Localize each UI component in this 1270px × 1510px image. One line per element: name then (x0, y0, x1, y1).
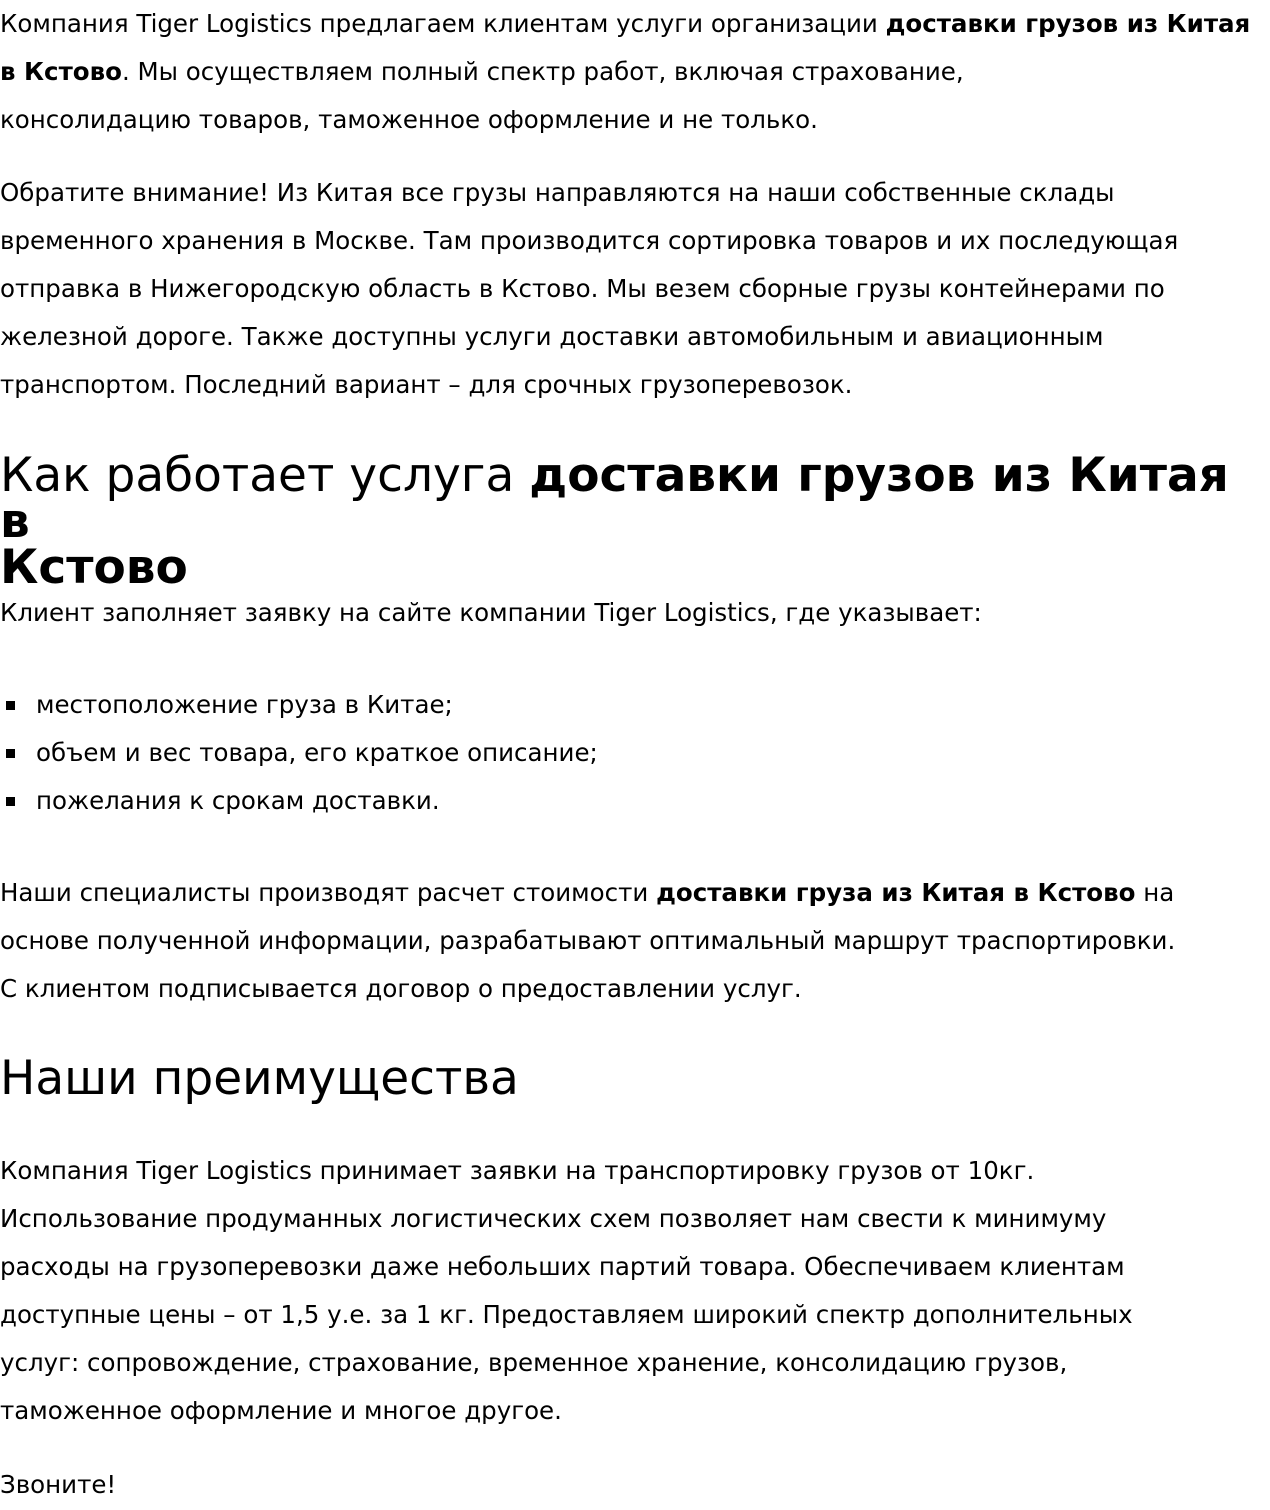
intro-text: Компания Tiger Logistics предлагаем клиентам услуги организации (0, 9, 886, 38)
note-line: временного хранения в Москве. Там производится сортировка товаров и их последующая (0, 226, 1179, 255)
list-item-text: пожелания к срокам доставки. (36, 786, 440, 815)
advantages-line: услуг: сопровождение, страхование, временное хранение, консолидацию грузов, (0, 1348, 1068, 1377)
specialists-line: основе полученной информации, разрабатывают оптимальный маршрут траспортировки. (0, 926, 1176, 955)
advantages-paragraph (0, 1147, 1270, 1435)
note-line: железной дороге. Также доступны услуги доставки автомобильным и авиационным (0, 322, 1104, 351)
list-item (0, 681, 1270, 729)
intro-paragraph (0, 0, 1270, 144)
how-heading-regular: Как работает услуга (0, 448, 530, 503)
specialists-bold-keyword: доставки груза из Китая в Кстово (656, 878, 1136, 907)
specialists-text-end: на (1135, 878, 1175, 907)
how-heading-bold: доставки грузов из Китая в (0, 448, 1229, 549)
how-it-works-heading (0, 448, 1270, 595)
advantages-line: Использование продуманных логистических схем позволяет нам свести к минимуму (0, 1204, 1107, 1233)
square-bullet-icon (6, 749, 15, 758)
advantages-heading: Наши преимущества (0, 1051, 519, 1106)
note-line: отправка в Нижегородскую область в Кстово. Мы везем сборные грузы контейнерами по (0, 274, 1165, 303)
client-intro-paragraph: Клиент заполняет заявку на сайте компании Tiger Logistics, где указывает: (0, 598, 982, 627)
call-to-action: Звоните! (0, 1470, 117, 1499)
square-bullet-icon (6, 701, 15, 710)
note-line: транспортом. Последний вариант – для срочных грузоперевозок. (0, 370, 853, 399)
list-item-text: местоположение груза в Китае; (36, 690, 453, 719)
list-item-text: объем и вес товара, его краткое описание; (36, 738, 598, 767)
square-bullet-icon (6, 797, 15, 806)
specialists-paragraph (0, 869, 1270, 1013)
intro-bold-keyword: доставки грузов из Китая в Кстово (0, 9, 1251, 86)
list-item (0, 777, 1270, 825)
specialists-line: С клиентом подписывается договор о предоставлении услуг. (0, 974, 802, 1003)
request-fields-list (0, 681, 1270, 825)
advantages-line: таможенное оформление и многое другое. (0, 1396, 562, 1425)
list-item (0, 729, 1270, 777)
how-heading-bold-line2: Кстово (0, 540, 188, 595)
note-paragraph (0, 169, 1270, 409)
specialists-text: Наши специалисты производят расчет стоимости (0, 878, 657, 907)
advantages-line: Компания Tiger Logistics принимает заявки на транспортировку грузов от 10кг. (0, 1156, 1035, 1185)
intro-text-line2: консолидацию товаров, таможенное оформление и не только. (0, 105, 818, 134)
advantages-line: доступные цены – от 1,5 у.е. за 1 кг. Предоставляем широкий спектр дополнительных (0, 1300, 1133, 1329)
advantages-line: расходы на грузоперевозки даже небольших партий товара. Обеспечиваем клиентам (0, 1252, 1125, 1281)
intro-text-end: . Мы осуществляем полный спектр работ, включая страхование, (121, 57, 964, 86)
note-line: Обратите внимание! Из Китая все грузы направляются на наши собственные склады (0, 178, 1115, 207)
